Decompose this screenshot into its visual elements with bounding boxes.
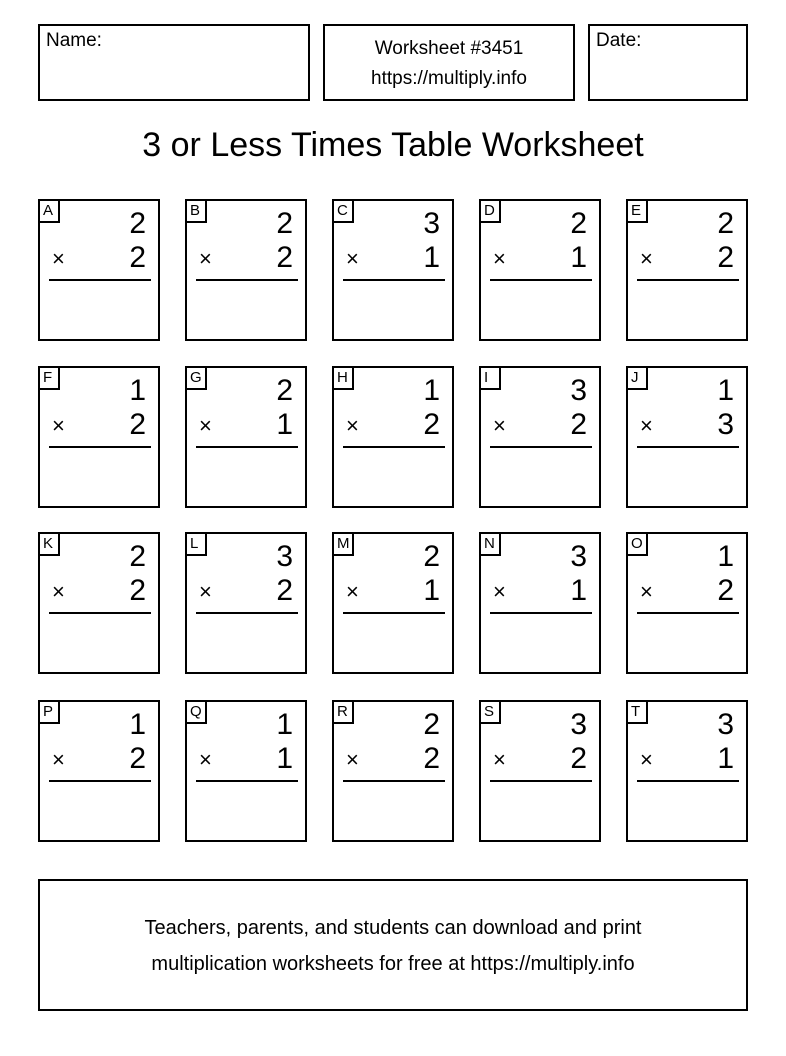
answer-line [49,279,151,281]
problem-card [626,199,748,341]
multiplicand: 1 [423,374,440,407]
problem-letter: P [38,700,60,724]
multiplicand: 3 [276,540,293,573]
problem-card [479,532,601,674]
problem-card [479,199,601,341]
times-sign: × [199,579,212,604]
footer-line-1: Teachers, parents, and students can download and print [144,917,642,939]
multiplicand: 1 [129,374,146,407]
date-field-box [588,24,748,101]
multiplier: 1 [570,574,587,607]
multiplier: 1 [570,241,587,274]
problem-letter: K [38,532,60,556]
multiplier: 2 [129,408,146,441]
multiplicand: 2 [129,540,146,573]
times-sign: × [52,747,65,772]
times-sign: × [640,747,653,772]
problem-letter: Q [185,700,207,724]
problem-card [38,700,160,842]
multiplier: 2 [276,241,293,274]
site-url: https://multiply.info [371,68,527,89]
multiplier: 2 [717,241,734,274]
page-title: 3 or Less Times Table Worksheet [142,126,644,164]
problem-letter: A [38,199,60,223]
problem-letter: I [479,366,501,390]
problem-letter: E [626,199,648,223]
multiplier: 1 [717,742,734,775]
footer-line-2: multiplication worksheets for free at https://multiply.info [151,953,635,975]
problem-letter: R [332,700,354,724]
problem-letter: H [332,366,354,390]
times-sign: × [493,413,506,438]
problem-card [332,199,454,341]
multiplier: 2 [129,742,146,775]
multiplicand: 1 [129,708,146,741]
answer-line [637,612,739,614]
multiplicand: 3 [570,540,587,573]
date-label: Date: [596,30,642,51]
multiplicand: 2 [129,207,146,240]
multiplicand: 2 [423,540,440,573]
problem-letter: C [332,199,354,223]
multiplier: 2 [570,408,587,441]
answer-line [49,446,151,448]
multiplier: 2 [570,742,587,775]
problem-letter: N [479,532,501,556]
worksheet-id: Worksheet #3451 [374,38,524,59]
answer-line [343,612,445,614]
multiplicand: 3 [717,708,734,741]
multiplier: 1 [423,241,440,274]
answer-line [490,780,592,782]
times-sign: × [346,747,359,772]
problem-letter: T [626,700,648,724]
problem-card [332,366,454,508]
answer-line [637,780,739,782]
problem-letter: S [479,700,501,724]
times-sign: × [199,413,212,438]
multiplicand: 3 [423,207,440,240]
times-sign: × [640,246,653,271]
times-sign: × [199,747,212,772]
multiplier: 2 [423,408,440,441]
problem-card [38,366,160,508]
answer-line [343,446,445,448]
multiplicand: 2 [423,708,440,741]
times-sign: × [346,246,359,271]
answer-line [196,612,298,614]
times-sign: × [640,413,653,438]
times-sign: × [640,579,653,604]
problem-letter: B [185,199,207,223]
problem-card [38,199,160,341]
problem-letter: O [626,532,648,556]
times-sign: × [493,579,506,604]
answer-line [196,780,298,782]
answer-line [196,279,298,281]
answer-line [637,446,739,448]
multiplicand: 1 [276,708,293,741]
times-sign: × [493,747,506,772]
problem-letter: M [332,532,354,556]
answer-line [490,446,592,448]
multiplicand: 2 [276,207,293,240]
times-sign: × [199,246,212,271]
problem-card [479,700,601,842]
answer-line [49,780,151,782]
times-sign: × [52,246,65,271]
problem-card [185,199,307,341]
times-sign: × [493,246,506,271]
multiplicand: 3 [570,708,587,741]
multiplicand: 2 [276,374,293,407]
times-sign: × [52,413,65,438]
problem-card [332,532,454,674]
name-label: Name: [46,30,102,51]
problem-letter: F [38,366,60,390]
answer-line [490,279,592,281]
multiplier: 2 [276,574,293,607]
multiplicand: 2 [570,207,587,240]
problem-letter: J [626,366,648,390]
answer-line [490,612,592,614]
answer-line [196,446,298,448]
multiplier: 2 [129,241,146,274]
answer-line [49,612,151,614]
answer-line [343,780,445,782]
answer-line [343,279,445,281]
multiplicand: 1 [717,374,734,407]
multiplier: 2 [717,574,734,607]
multiplicand: 2 [717,207,734,240]
name-field-box [38,24,310,101]
problem-card [626,532,748,674]
multiplicand: 1 [717,540,734,573]
answer-line [637,279,739,281]
multiplier: 3 [717,408,734,441]
problem-card [626,366,748,508]
problem-letter: L [185,532,207,556]
times-sign: × [52,579,65,604]
footer-box [38,879,748,1011]
problem-letter: D [479,199,501,223]
multiplier: 2 [129,574,146,607]
problem-letter: G [185,366,207,390]
multiplier: 1 [423,574,440,607]
multiplier: 2 [423,742,440,775]
problem-card [185,700,307,842]
problem-card [185,366,307,508]
problem-card [38,532,160,674]
multiplier: 1 [276,742,293,775]
worksheet-info-box [323,24,575,101]
problem-card [626,700,748,842]
multiplicand: 3 [570,374,587,407]
multiplier: 1 [276,408,293,441]
problem-card [185,532,307,674]
times-sign: × [346,413,359,438]
times-sign: × [346,579,359,604]
problem-card [332,700,454,842]
problem-card [479,366,601,508]
